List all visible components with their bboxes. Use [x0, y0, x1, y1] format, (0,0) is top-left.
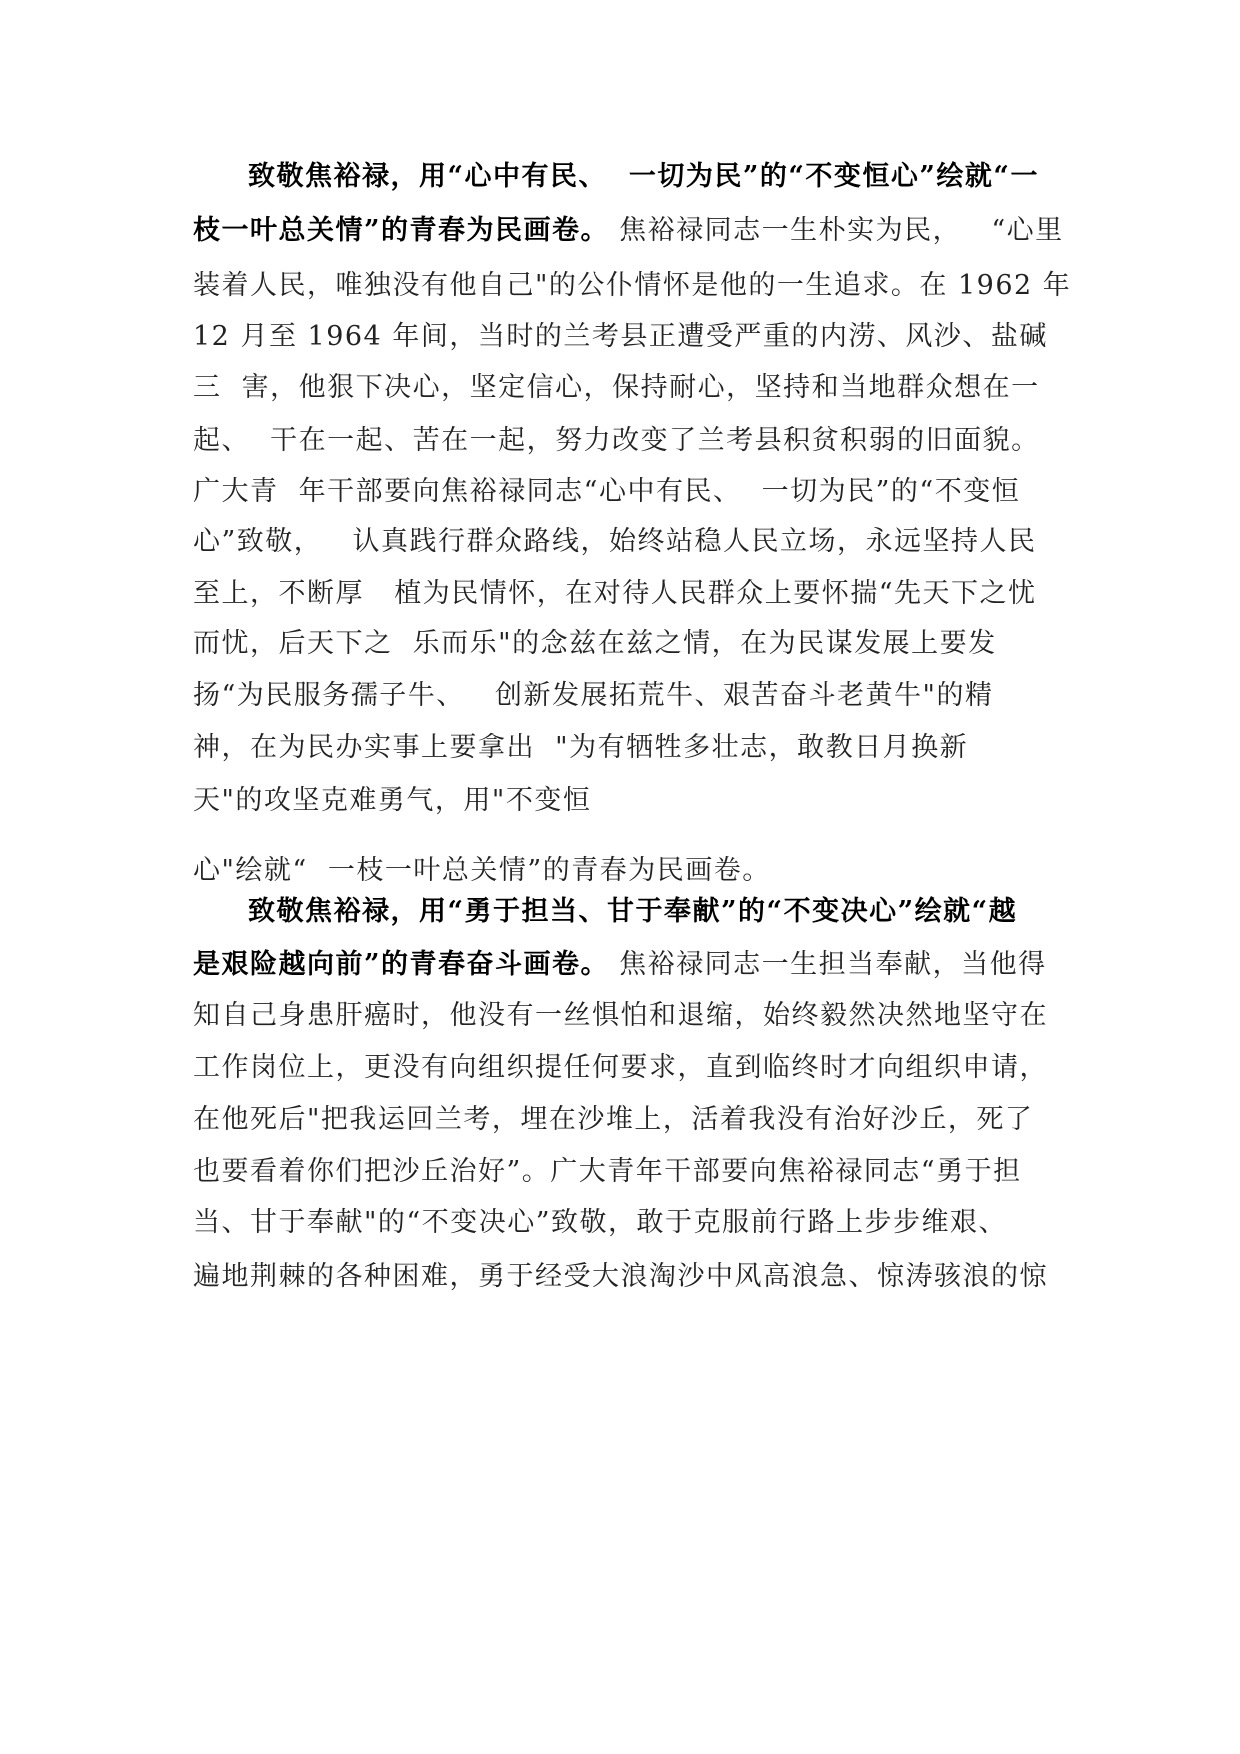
paragraph-1-line-9	[193, 577, 1037, 611]
body-text: 而忧，后天下之 乐而乐"的念兹在兹之情，在为民谋发展上要发	[193, 628, 997, 659]
paragraph-2-line-6	[193, 1155, 1022, 1189]
body-text: 焦裕禄同志一生朴实为民， “心里	[609, 215, 1064, 246]
bold-heading-text: 致敬焦裕禄，用“勇于担当、甘于奉献”的“不变决心”绘就“越	[248, 896, 1018, 927]
paragraph-1-line-5	[193, 371, 1040, 405]
body-text: 12 月至 1964 年间，当时的兰考县正遭受严重的内涝、风沙、盐碱	[193, 321, 1048, 352]
bold-heading-text: 枝一叶总关情”的青春为民画卷。	[193, 215, 610, 246]
paragraph-1-line-3	[193, 269, 1071, 303]
body-text: 天"的攻坚克难勇气，用"不变恒	[193, 785, 592, 816]
paragraph-1-line-10	[193, 627, 997, 661]
body-text: 装着人民，唯独没有他自己"的公仆情怀是他的一生追求。在 1962 年	[193, 270, 1072, 301]
body-text: 在他死后"把我运回兰考，埋在沙堆上，活着我没有治好沙丘，死了	[193, 1104, 1034, 1135]
bold-heading-text: 是艰险越向前”的青春奋斗画卷。	[193, 949, 610, 980]
paragraph-2-line-3	[193, 999, 1048, 1033]
paragraph-1-line-12	[193, 731, 968, 765]
body-text: 焦裕禄同志一生担当奉献，当他得	[609, 949, 1047, 980]
body-text: 工作岗位上，更没有向组织提任何要求，直到临终时才向组织申请，	[193, 1052, 1048, 1083]
body-text: 神，在为民办实事上要拿出 "为有牺牲多壮志，敢教日月换新	[193, 732, 969, 763]
body-text: 心"绘就“ 一枝一叶总关情”的青春为民画卷。	[193, 855, 771, 886]
paragraph-1-line-13	[193, 784, 591, 818]
paragraph-1-line-6	[193, 424, 1040, 458]
paragraph-2-line-8	[193, 1260, 1048, 1294]
paragraph-1-line-11	[193, 679, 993, 713]
paragraph-1-line-7	[193, 475, 1020, 509]
body-text: 也要看着你们把沙丘治好”。广大青年干部要向焦裕禄同志“勇于担	[193, 1156, 1022, 1187]
paragraph-1-line-4	[193, 320, 1048, 354]
paragraph-2-line-1	[248, 895, 1017, 929]
paragraph-1-line-1	[248, 160, 1039, 194]
bold-heading-text: 致敬焦裕禄，用“心中有民、 一切为民”的“不变恒心”绘就“一	[248, 161, 1039, 192]
body-text: 遍地荆棘的各种困难，勇于经受大浪淘沙中风高浪急、惊涛骇浪的惊	[193, 1261, 1048, 1292]
body-text: 至上，不断厚 植为民情怀，在对待人民群众上要怀揣“先天下之忧	[193, 578, 1037, 609]
paragraph-2-line-7	[193, 1206, 1007, 1240]
body-text: 起、 干在一起、苦在一起，努力改变了兰考县积贫积弱的旧面貌。	[193, 425, 1040, 456]
paragraph-1-line-8	[193, 525, 1037, 559]
body-text: 扬“为民服务孺子牛、 创新发展拓荒牛、艰苦奋斗老黄牛"的精	[193, 680, 994, 711]
paragraph-1-line-14	[193, 854, 771, 888]
paragraph-2-line-5	[193, 1103, 1033, 1137]
body-text: 知自己身患肝癌时，他没有一丝惧怕和退缩，始终毅然决然地坚守在	[193, 1000, 1048, 1031]
paragraph-2-line-4	[193, 1051, 1048, 1085]
paragraph-2-line-2	[193, 948, 1047, 982]
body-text: 心”致敬， 认真践行群众路线，始终站稳人民立场，永远坚持人民	[193, 526, 1037, 557]
body-text: 三 害，他狠下决心，坚定信心，保持耐心，坚持和当地群众想在一	[193, 372, 1040, 403]
body-text: 广大青 年干部要向焦裕禄同志“心中有民、 一切为民”的“不变恒	[193, 476, 1021, 507]
body-text: 当、甘于奉献"的“不变决心”致敬，敢于克服前行路上步步维艰、	[193, 1207, 1008, 1238]
paragraph-1-line-2	[193, 214, 1064, 248]
